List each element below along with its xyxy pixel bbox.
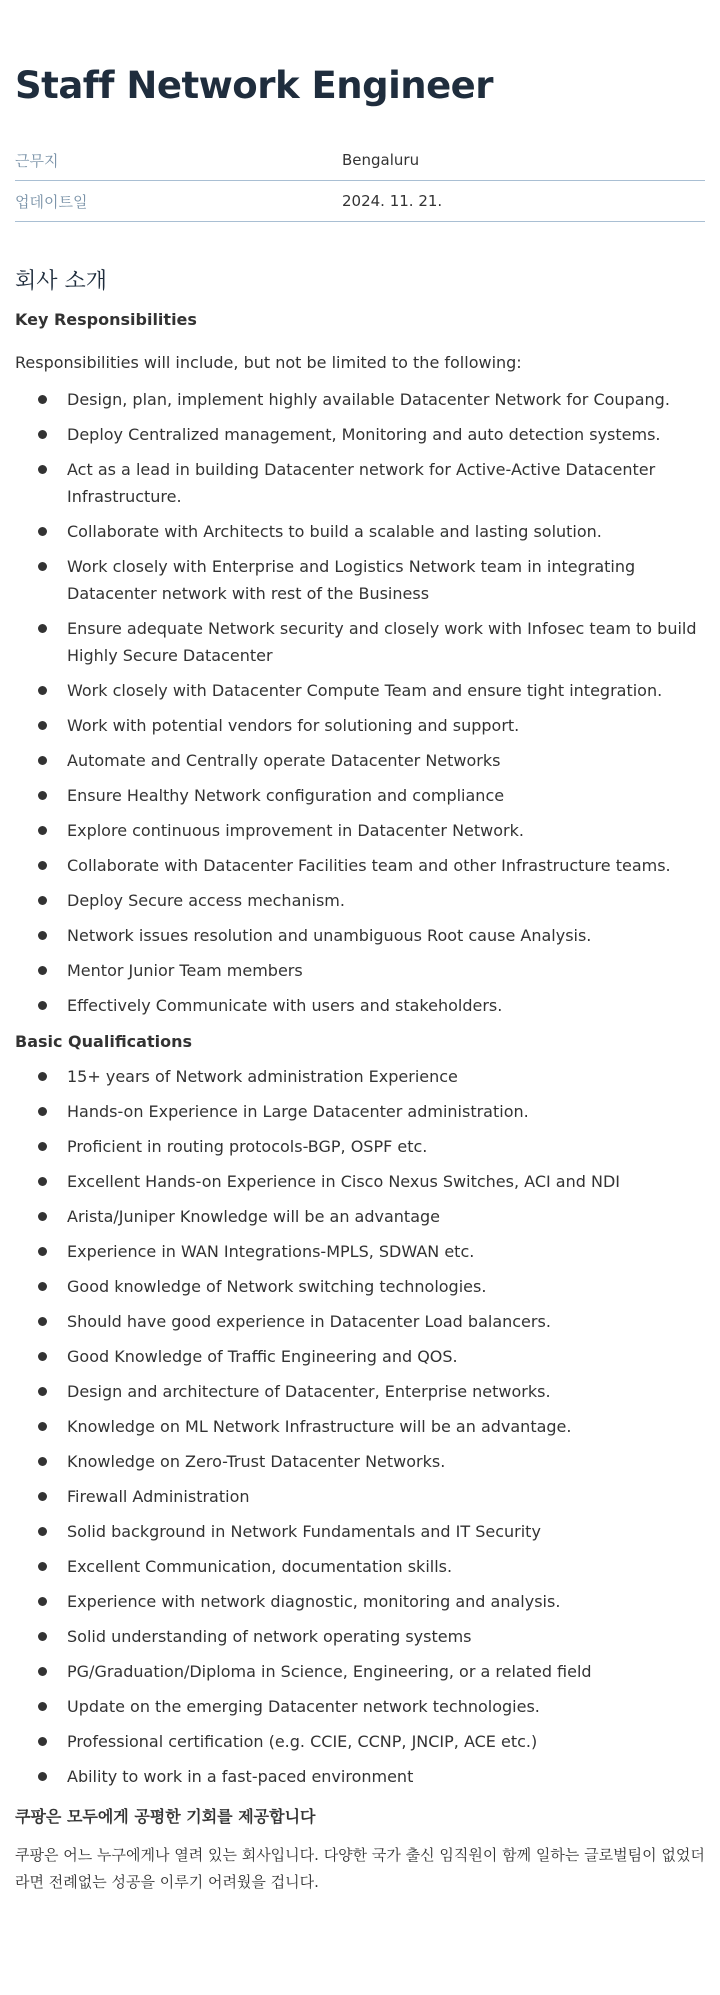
list-item [15,918,705,953]
list-item [15,1199,705,1234]
bullet-icon [38,1142,47,1151]
list-item-text: Solid understanding of network operating systems [67,1627,472,1646]
list-item-text: Network issues resolution and unambiguous Root cause Analysis. [67,926,592,945]
list-item [15,611,705,673]
list-item [15,1479,705,1514]
list-item-text: Proficient in routing protocols-BGP, OSPF etc. [67,1137,428,1156]
list-item [15,417,705,452]
bullet-icon [38,721,47,730]
section-title-about: 회사 소개 [15,269,108,294]
list-item [15,1689,705,1724]
list-item [15,953,705,988]
job-meta-table [15,140,705,222]
qualifications-list [15,1059,705,1794]
meta-row-updated [15,181,705,222]
list-item-text: Act as a lead in building Datacenter network for Active-Active Datacenter Infrastructure. [67,460,656,506]
list-item [15,1304,705,1339]
list-item-text: Should have good experience in Datacenter Load balancers. [67,1312,551,1331]
bullet-icon [38,1317,47,1326]
bullet-icon [38,527,47,536]
list-item [15,813,705,848]
list-item [15,1654,705,1689]
list-item-text: 15+ years of Network administration Experience [67,1067,458,1086]
list-item [15,1584,705,1619]
list-item-text: Excellent Communication, documentation skills. [67,1557,453,1576]
list-item [15,1444,705,1479]
bullet-icon [38,1352,47,1361]
list-item-text: Design, plan, implement highly available Datacenter Network for Coupang. [67,390,670,409]
bullet-icon [38,562,47,571]
list-item-text: Experience in WAN Integrations-MPLS, SDWAN etc. [67,1242,475,1261]
list-item-text: Arista/Juniper Knowledge will be an advantage [67,1207,440,1226]
bullet-icon [38,1737,47,1746]
bullet-icon [38,395,47,404]
list-item-text: Experience with network diagnostic, monitoring and analysis. [67,1592,561,1611]
list-item-text: Effectively Communicate with users and stakeholders. [67,996,503,1015]
bullet-icon [38,1597,47,1606]
list-item-text: Collaborate with Architects to build a scalable and lasting solution. [67,522,602,541]
list-item-text: Work closely with Datacenter Compute Team and ensure tight integration. [67,681,663,700]
bullet-icon [38,686,47,695]
list-item-text: Professional certification (e.g. CCIE, CCNP, JNCIP, ACE etc.) [67,1732,538,1751]
list-item [15,1059,705,1094]
list-item [15,1374,705,1409]
equal-opportunity-heading: 쿠팡은 모두에게 공평한 기회를 제공합니다 [15,1807,316,1826]
bullet-icon [38,931,47,940]
list-item [15,1724,705,1759]
meta-label: 근무지 [15,151,59,170]
bullet-icon [38,791,47,800]
bullet-icon [38,1422,47,1431]
list-item-text: Ability to work in a fast-paced environment [67,1767,414,1786]
bullet-icon [38,1492,47,1501]
list-item [15,1619,705,1654]
responsibilities-list [15,382,705,1023]
list-item-text: Solid background in Network Fundamentals and IT Security [67,1522,541,1541]
list-item [15,883,705,918]
bullet-icon [38,465,47,474]
responsibilities-heading: Key Responsibilities [15,310,197,329]
list-item-text: Firewall Administration [67,1487,250,1506]
list-item-text: Work closely with Enterprise and Logistics Network team in integrating Datacenter network with rest of the Business [67,557,636,603]
meta-label: 업데이트일 [15,192,88,211]
list-item-text: Hands-on Experience in Large Datacenter administration. [67,1102,529,1121]
bullet-icon [38,1072,47,1081]
list-item [15,549,705,611]
list-item [15,778,705,813]
list-item [15,1514,705,1549]
list-item-text: Automate and Centrally operate Datacenter Networks [67,751,501,770]
bullet-icon [38,1667,47,1676]
bullet-icon [38,861,47,870]
list-item-text: Mentor Junior Team members [67,961,303,980]
bullet-icon [38,1387,47,1396]
list-item [15,848,705,883]
bullet-icon [38,1527,47,1536]
job-title: Staff Network Engineer [15,64,494,107]
list-item [15,988,705,1023]
responsibilities-intro: Responsibilities will include, but not be limited to the following: [15,353,522,372]
bullet-icon [38,1177,47,1186]
list-item [15,382,705,417]
bullet-icon [38,756,47,765]
list-item [15,514,705,549]
list-item-text: Ensure Healthy Network configuration and compliance [67,786,505,805]
bullet-icon [38,1632,47,1641]
list-item [15,1339,705,1374]
list-item [15,1269,705,1304]
list-item [15,1129,705,1164]
list-item-text: Deploy Secure access mechanism. [67,891,345,910]
bullet-icon [38,1212,47,1221]
bullet-icon [38,1702,47,1711]
list-item [15,1759,705,1794]
list-item-text: Ensure adequate Network security and closely work with Infosec team to build Highly Secure Datacenter [67,619,697,665]
list-item-text: Update on the emerging Datacenter network technologies. [67,1697,540,1716]
list-item [15,708,705,743]
list-item [15,1234,705,1269]
bullet-icon [38,1772,47,1781]
list-item-text: Collaborate with Datacenter Facilities team and other Infrastructure teams. [67,856,671,875]
bullet-icon [38,826,47,835]
meta-value: 2024. 11. 21. [342,192,443,210]
list-item-text: Deploy Centralized management, Monitoring and auto detection systems. [67,425,661,444]
bullet-icon [38,1562,47,1571]
list-item [15,1164,705,1199]
list-item [15,743,705,778]
list-item-text: Good knowledge of Network switching technologies. [67,1277,487,1296]
list-item-text: Work with potential vendors for solutioning and support. [67,716,520,735]
list-item [15,1094,705,1129]
bullet-icon [38,896,47,905]
qualifications-heading: Basic Qualifications [15,1032,192,1051]
list-item-text: Good Knowledge of Traffic Engineering and QOS. [67,1347,458,1366]
list-item-text: Excellent Hands-on Experience in Cisco Nexus Switches, ACI and NDI [67,1172,620,1191]
list-item [15,452,705,514]
bullet-icon [38,430,47,439]
list-item-text: Explore continuous improvement in Datacenter Network. [67,821,524,840]
equal-opportunity-text: 쿠팡은 어느 누구에게나 열려 있는 회사입니다. 다양한 국가 출신 임직원이 함께 일하는 글로벌팀이 없었더라면 전례없는 성공을 이루기 어려웠을 겁니다. [15,1846,705,1891]
meta-row-location [15,140,705,181]
meta-value: Bengaluru [342,151,420,169]
list-item [15,673,705,708]
list-item [15,1549,705,1584]
list-item-text: PG/Graduation/Diploma in Science, Engineering, or a related field [67,1662,592,1681]
list-item [15,1409,705,1444]
bullet-icon [38,1247,47,1256]
list-item-text: Design and architecture of Datacenter, Enterprise networks. [67,1382,551,1401]
bullet-icon [38,1282,47,1291]
bullet-icon [38,1107,47,1116]
bullet-icon [38,966,47,975]
bullet-icon [38,624,47,633]
bullet-icon [38,1457,47,1466]
bullet-icon [38,1001,47,1010]
list-item-text: Knowledge on ML Network Infrastructure will be an advantage. [67,1417,572,1436]
list-item-text: Knowledge on Zero-Trust Datacenter Networks. [67,1452,446,1471]
